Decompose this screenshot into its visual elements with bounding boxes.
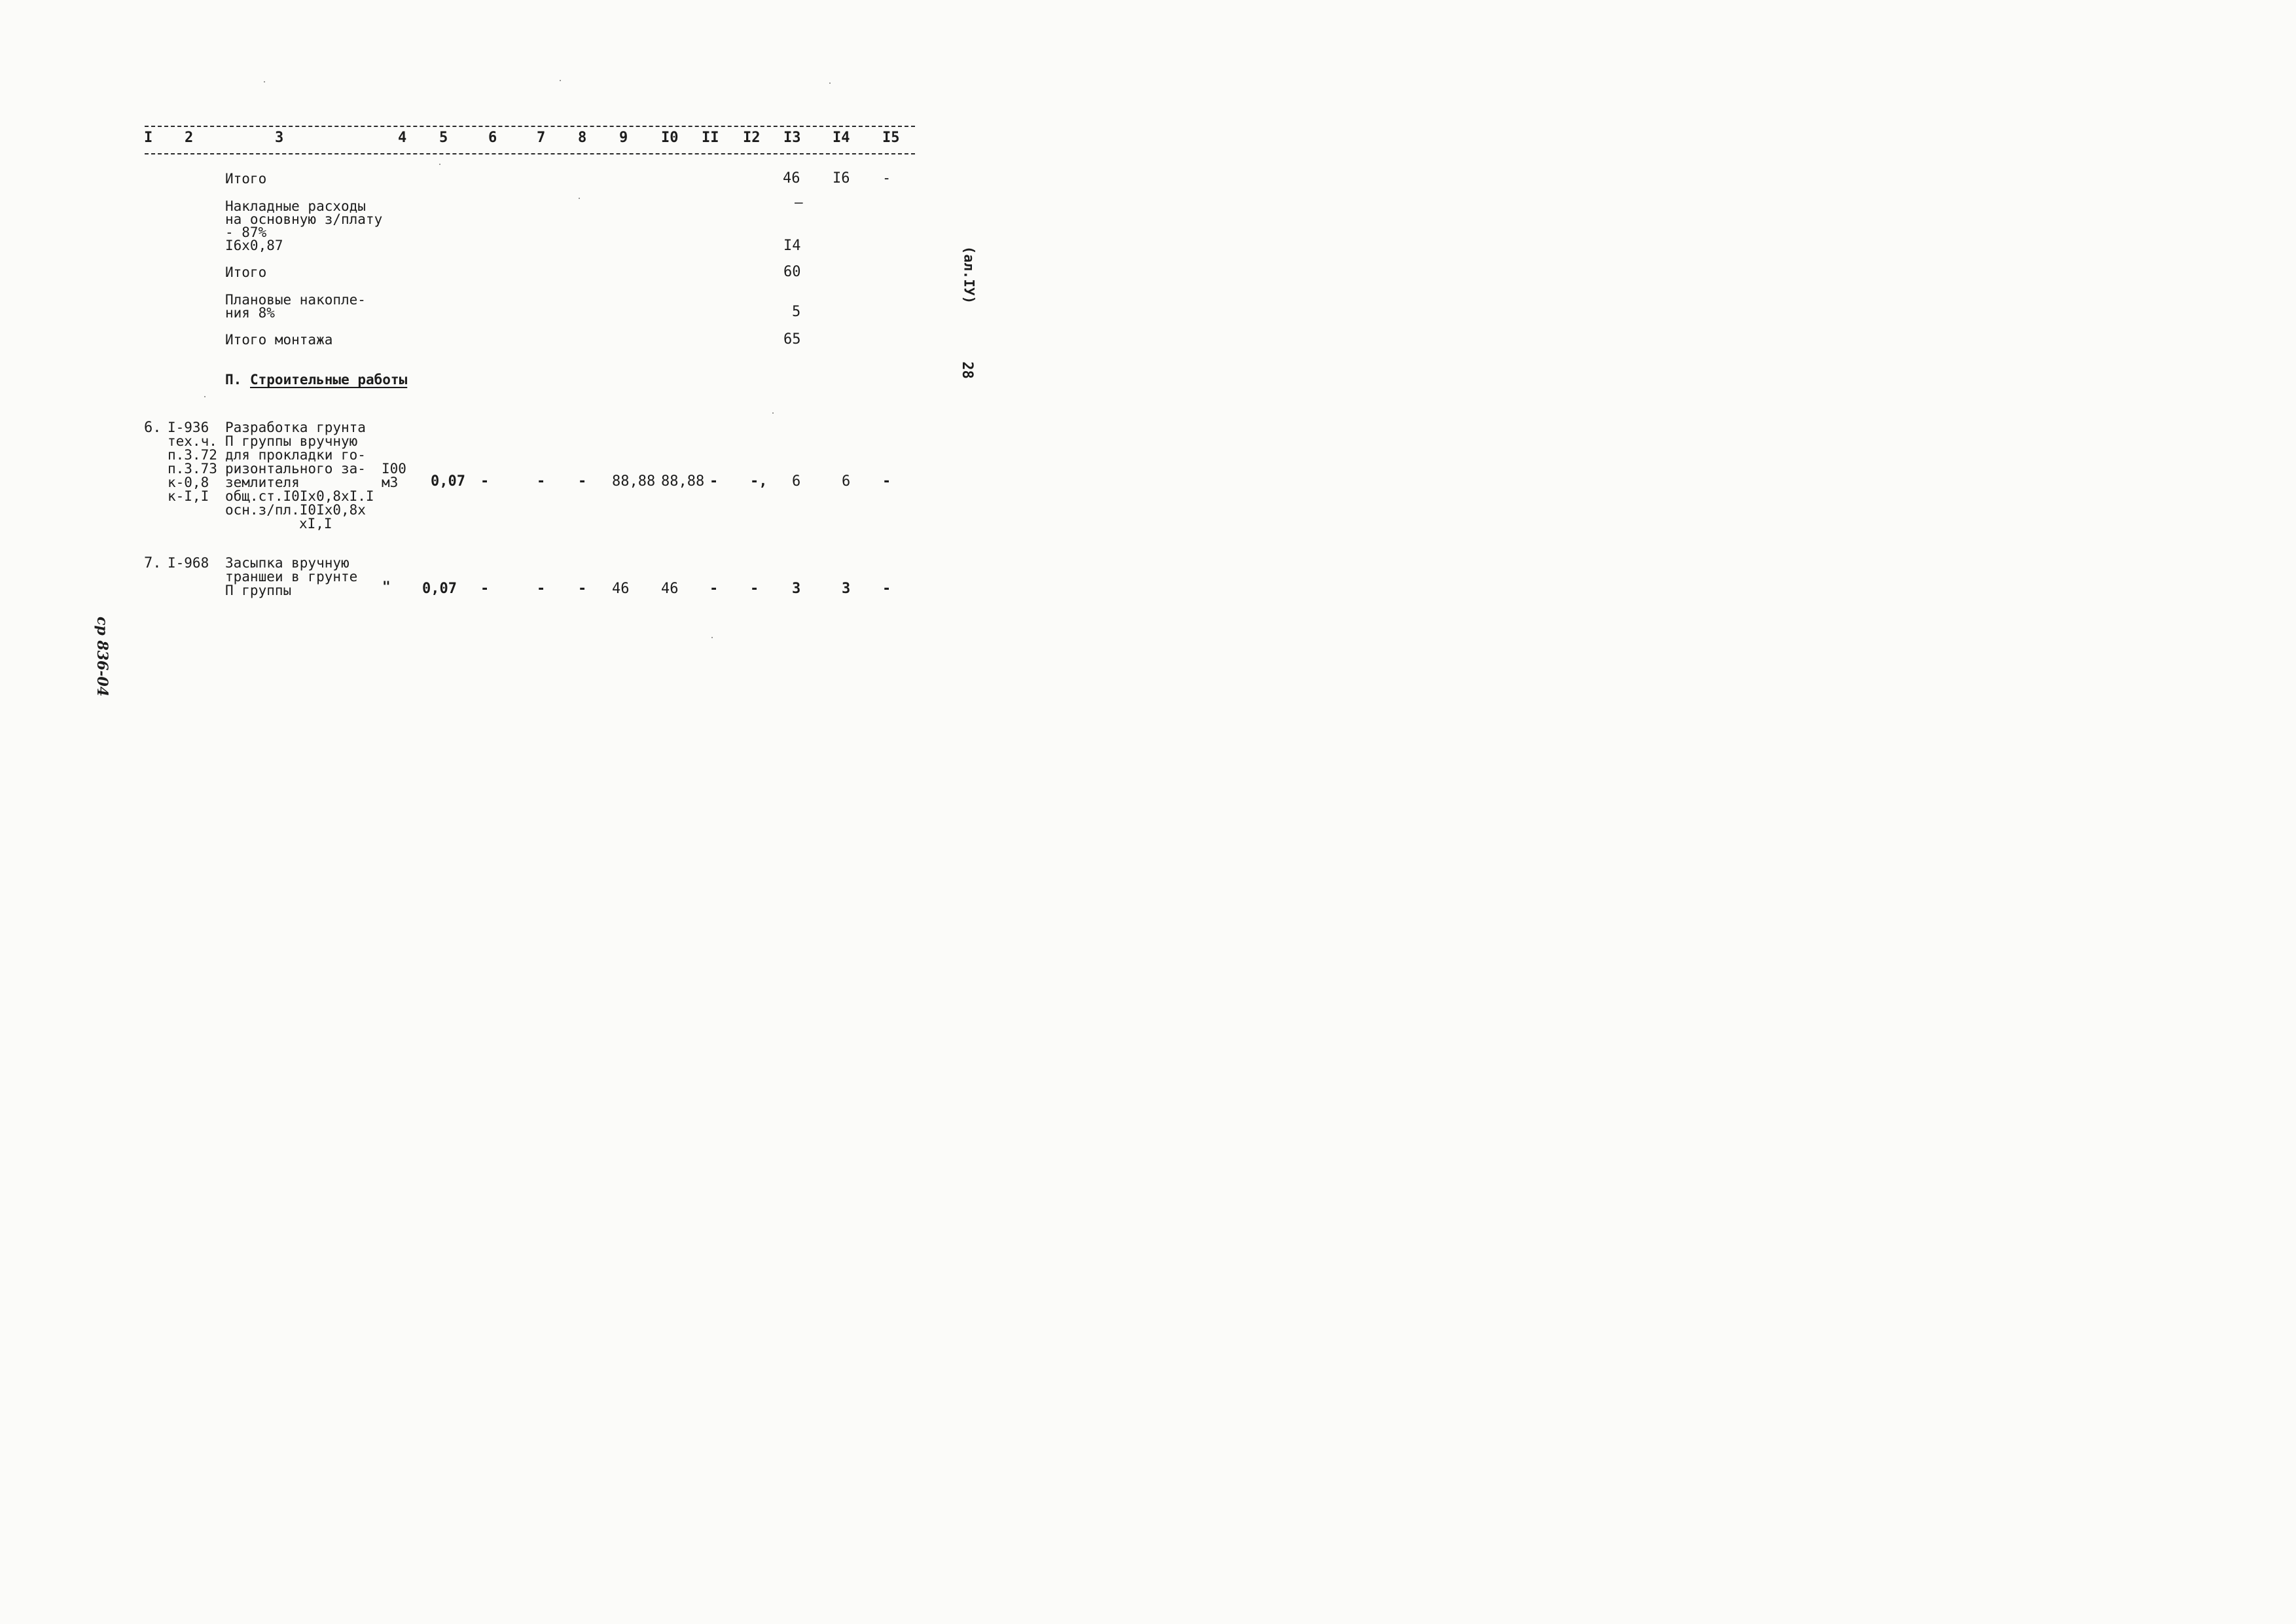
row7-c12: - xyxy=(750,581,759,597)
row7-c7: - xyxy=(537,581,546,597)
itogo-label: Итого xyxy=(225,171,267,187)
col-header-15: I5 xyxy=(882,130,900,146)
row6-code-4: п.3.73 xyxy=(168,461,217,477)
overhead-c13-dash: — xyxy=(795,194,803,210)
row6-desc-4: ризонтального за- xyxy=(225,461,366,477)
document-stamp: ср 836-04 xyxy=(94,616,111,697)
section-number: П. xyxy=(225,372,242,388)
scan-speck xyxy=(439,164,440,165)
row7-c6: - xyxy=(480,581,490,597)
sheet-label: (ал.IУ) xyxy=(961,245,977,304)
header-top-rule xyxy=(145,126,915,127)
row6-desc-7: осн.з/пл.I0Iх0,8х xyxy=(225,502,366,518)
row6-unit-2: м3 xyxy=(382,475,399,490)
page-number: 28 xyxy=(958,361,975,379)
row6-code-1: I-936 xyxy=(168,420,209,435)
overhead-line-3: - 87% xyxy=(225,225,267,240)
col-header-4: 4 xyxy=(398,130,407,146)
planned-c13: 5 xyxy=(792,304,801,320)
row6-desc-2: П группы вручную xyxy=(225,433,358,449)
row6-c15: - xyxy=(882,473,891,490)
col-header-7: 7 xyxy=(537,130,546,146)
row7-code: I-968 xyxy=(168,555,209,571)
row7-c5: 0,07 xyxy=(422,581,457,597)
row6-code-5: к-0,8 xyxy=(168,475,209,490)
row7-unit-ditto: " xyxy=(382,579,391,594)
col-header-3: 3 xyxy=(275,130,284,146)
row7-desc-2: траншеи в грунте xyxy=(225,569,358,585)
row6-num: 6. xyxy=(144,420,162,436)
row6-desc-8: хI,I xyxy=(299,516,332,532)
row6-code-2: тех.ч. xyxy=(168,433,217,449)
row7-desc-3: П группы xyxy=(225,583,292,598)
itogo-c14: I6 xyxy=(833,170,850,187)
planned-line-2: ния 8% xyxy=(225,305,275,321)
row6-c8: - xyxy=(578,473,587,490)
itogo-c15: - xyxy=(882,170,891,187)
scan-speck xyxy=(772,412,774,414)
col-header-5: 5 xyxy=(439,130,448,146)
row6-code-6: к-I,I xyxy=(168,488,209,504)
row7-c14: 3 xyxy=(842,581,851,597)
itogo-2-c13: 60 xyxy=(783,264,801,280)
row6-c11: - xyxy=(709,473,719,490)
scan-speck xyxy=(204,396,206,397)
installation-total-label: Итого монтажа xyxy=(225,332,333,348)
overhead-line-2: на основную з/плату xyxy=(225,211,383,227)
row6-c10: 88,88 xyxy=(661,473,705,490)
col-header-13: I3 xyxy=(783,130,801,146)
row6-c9: 88,88 xyxy=(612,473,656,490)
col-header-14: I4 xyxy=(833,130,850,146)
row6-c5: 0,07 xyxy=(431,473,465,490)
col-header-6: 6 xyxy=(488,130,497,146)
row6-c6: - xyxy=(480,473,490,490)
itogo-c13: 46 xyxy=(783,170,800,187)
row6-unit-1: I00 xyxy=(382,461,406,477)
overhead-c13: I4 xyxy=(783,238,801,254)
scan-speck xyxy=(711,637,713,638)
row7-c13: 3 xyxy=(792,581,801,597)
itogo-2-label: Итого xyxy=(225,264,267,280)
scan-speck xyxy=(560,80,561,81)
header-bottom-rule xyxy=(145,153,915,154)
row6-desc-1: Разработка грунта xyxy=(225,420,366,435)
row7-c15: - xyxy=(882,581,891,597)
document-page xyxy=(0,0,1026,725)
row6-c13: 6 xyxy=(792,473,801,490)
row6-c12: -, xyxy=(750,473,768,490)
row7-c8: - xyxy=(578,581,587,597)
overhead-line-4: I6х0,87 xyxy=(225,238,283,253)
scan-speck xyxy=(264,81,265,82)
row7-num: 7. xyxy=(144,555,162,571)
col-header-10: I0 xyxy=(661,130,679,146)
scan-speck xyxy=(579,198,580,199)
row7-c9: 46 xyxy=(612,581,630,597)
row7-c10: 46 xyxy=(661,581,679,597)
row7-c11: - xyxy=(709,581,719,597)
col-header-1: I xyxy=(144,130,153,146)
col-header-9: 9 xyxy=(619,130,628,146)
col-header-11: II xyxy=(702,130,719,146)
col-header-12: I2 xyxy=(743,130,761,146)
row6-desc-6: общ.ст.I0Iх0,8хI.I xyxy=(225,488,374,504)
planned-line-1: Плановые накопле- xyxy=(225,292,366,308)
row6-desc-3: для прокладки го- xyxy=(225,447,366,463)
col-header-8: 8 xyxy=(578,130,587,146)
scan-speck xyxy=(829,82,831,84)
row6-code-3: п.3.72 xyxy=(168,447,217,463)
col-header-2: 2 xyxy=(185,130,194,146)
installation-total-c13: 65 xyxy=(783,331,801,348)
overhead-line-1: Накладные расходы xyxy=(225,198,366,214)
row6-desc-5: землителя xyxy=(225,475,300,490)
row6-c14: 6 xyxy=(842,473,851,490)
section-title-text: Строительные работы xyxy=(250,372,408,388)
row6-c7: - xyxy=(537,473,546,490)
row7-desc-1: Засыпка вручную xyxy=(225,555,350,571)
